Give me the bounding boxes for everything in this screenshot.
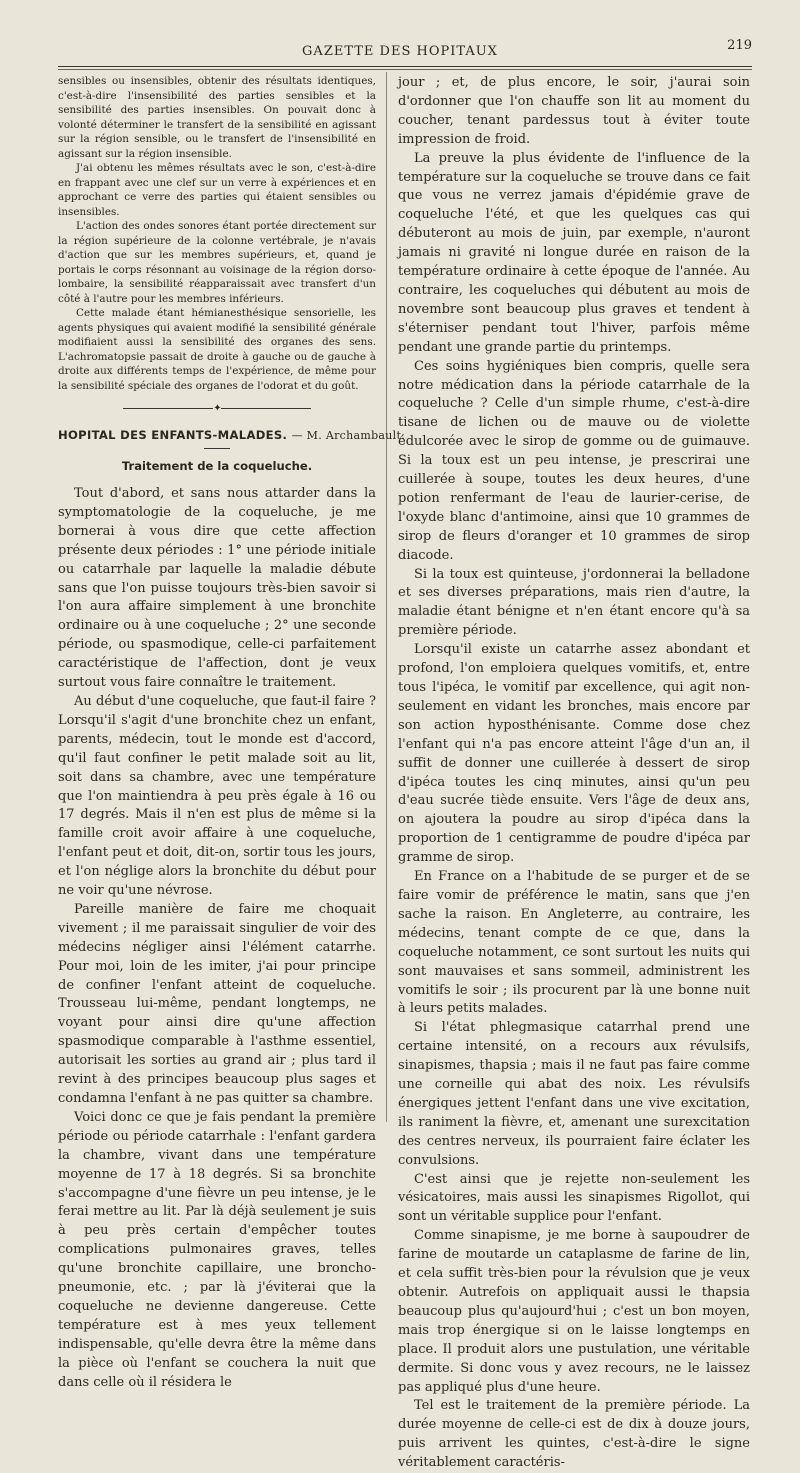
intro-paragraph: sensibles ou insensibles, obtenir des résultats identiques, c'est-à-dire l'insensibilité des parties sensibles et la sensibilité des parties insensibles. On pouvait donc à volonté déterminer le transfert de la sensibilité en agissant sur la région sensible, ou le transfert de l'insensibilité en agissant sur la région insensible. — [58, 75, 376, 160]
running-title: GAZETTE DES HOPITAUX — [302, 44, 498, 59]
running-head — [0, 38, 800, 60]
body-paragraph: Lorsqu'il existe un catarrhe assez abondant et profond, l'on emploiera quelques vomitifs, et, entre tous l'ipéca, le vomitif par excellence, qui agit non-seulement en vidant les bronches, mais encore par son action hyposthénisante. Comme dose chez l'enfant qui n'a pas encore atteint l'âge d'un an, il suffit de donner une cuillerée à dessert de sirop d'ipéca toutes les cinq minutes, ainsi qu'un peu d'eau sucrée tiède ensuite. Vers l'âge de deux ans, on ajoutera la poudre au sirop d'ipéca dans la proportion de 1 centigramme de poudre d'ipéca par gramme de sirop. — [398, 642, 750, 866]
body-paragraph: Au début d'une coqueluche, que faut-il faire ? Lorsqu'il s'agit d'une bronchite chez un enfant, parents, médecin, tout le monde est d'accord, qu'il faut confiner le petit malade soit au lit, soit dans sa chambre, avec une température que l'on maintiendra à peu près égale à 16 ou 17 degrés. Mais il n'en est plus de même si la famille croit avoir affaire à une coqueluche, l'enfant peut et doit, dit-on, sortir tous les jours, et l'on néglige alors la bronchite du début pour ne voir qu'une névrose. — [58, 693, 376, 899]
section-separator: ✦ — [58, 403, 376, 414]
header-rule — [58, 66, 752, 67]
body-paragraph: Comme sinapisme, je me borne à saupoudrer de farine de moutarde un cataplasme de farine de lin, et cela suffit très-bien pour la révulsion que je veux obtenir. Autrefois on appliquait aussi le thapsia beaucoup plus qu'aujourd'hui ; c'est un bon moyen, mais trop énergique si on le laisse longtemps en place. Il produit alors une pustulation, une véritable dermite. Si donc vous y avez recours, ne le laissez pas appliqué plus d'une heure. — [398, 1228, 750, 1395]
body-paragraph: Si la toux est quinteuse, j'ordonnerai la belladone et ses diverses préparations, mais rien d'autre, la maladie étant bénigne et n'en étant encore qu'à sa première période. — [398, 566, 750, 639]
section-heading — [58, 428, 405, 442]
body-paragraph: Voici donc ce que je fais pendant la première période ou période catarrhale : l'enfant gardera la chambre, vivant dans une température moyenne de 17 à 18 degrés. Si sa bronchite s'accompagne d'une fièvre un peu intense, je le ferai mettre au lit. Par là déjà seulement je suis à peu près certain d'empêcher toutes complications pulmonaires graves, telles qu'une bronchite capillaire, une broncho-pneumonie, etc. ; par là j'éviterai que la coqueluche ne devienne dangereuse. Cette température est à mes yeux tellement indispensable, qu'elle devra être la même dans la pièce où l'enfant se couchera la nuit que dans celle où il résidera le — [58, 1109, 376, 1390]
body-paragraph: Pareille manière de faire me choquait vivement ; il me paraissait singulier de voir des médecins négliger ainsi l'élément catarrhe. Pour moi, loin de les imiter, j'ai pour principe de confiner l'enfant atteint de coqueluche. Trousseau lui-même, pendant longtemps, ne voyant pour ainsi dire qu'une affection spasmodique comparable à l'asthme essentiel, autorisait les sorties au grand air ; plus tard il revint à des principes beaucoup plus sages et condamna l'enfant à ne pas quitter sa chambre. — [58, 901, 376, 1106]
right-column — [398, 74, 750, 1473]
intro-paragraph: Cette malade étant hémianesthésique sensorielle, les agents physiques qui avaient modifié la sensibilité générale modifiaient aussi la sensibilité des organes des sens. L'achromatopsie passait de droite à gauche ou de gauche à droite aux différents temps de l'expérience, de même pour la sensibilité spéciale des organes de l'odorat et du goût. — [58, 307, 376, 392]
body-paragraph: En France on a l'habitude de se purger et de se faire vomir de préférence le matin, sans que j'en sache la raison. En Angleterre, au contraire, les médecins, tenant compte de ce que, dans la coqueluche notamment, ce sont surtout les nuits qui sont mauvaises et sans sommeil, administrent les vomitifs le soir ; ils procurent par là une bonne nuit à leurs petits malades. — [398, 869, 750, 1017]
section-author: — M. Archambault. — [291, 429, 405, 442]
body-paragraph: C'est ainsi que je rejette non-seulement les vésicatoires, mais aussi les sinapismes Rigollot, qui sont un véritable supplice pour l'enfant. — [398, 1171, 750, 1225]
intro-paragraph: L'action des ondes sonores étant portée directement sur la région supérieure de la colonne vertébrale, je n'avais d'action que sur les membres supérieurs, et, quand je portais le corps résonnant au voisinage de la région dorso-lombaire, la sensibilité réapparaissait avec transfert d'un côté à l'autre pour les membres inférieurs. — [58, 220, 376, 305]
left-column — [58, 74, 405, 1393]
short-rule — [204, 448, 230, 449]
body-paragraph: Si l'état phlegmasique catarrhal prend une certaine intensité, on a recours aux révulsifs, sinapismes, thapsia ; mais il ne faut pas faire comme une corneille qui abat des noix. Les révulsifs énergiques jettent l'enfant dans une vive excitation, ils raniment la fièvre, et, amenant une surexcitation des centres nerveux, ils pourraient faire éclater les convulsions. — [398, 1020, 750, 1168]
column-divider — [386, 72, 387, 1122]
body-paragraph: Ces soins hygiéniques bien compris, quelle sera notre médication dans la période catarrhale de la coqueluche ? Celle d'un simple rhume, c'est-à-dire tisane de lichen ou de mauve ou de violette édulcorée avec le sirop de gomme ou de guimauve. Si la toux est un peu intense, je prescrirai une cuillerée à soupe, toutes les deux heures, d'une potion renfermant de l'eau de laurier-cerise, de l'oxyde blanc d'antimoine, ainsi que 10 grammes de sirop de fleurs d'oranger et 10 grammes de sirop diacode. — [398, 358, 750, 563]
intro-paragraph: J'ai obtenu les mêmes résultats avec le son, c'est-à-dire en frappant avec une clef sur un verre à expériences et en approchant ce verre des parties qui étaient sensibles ou insensibles. — [58, 162, 376, 218]
body-paragraph: La preuve la plus évidente de l'influence de la température sur la coqueluche se trouve dans ce fait que vous ne verrez jamais d'épidémie grave de coqueluche l'été, et que les quelques cas qui débuteront au mois de juin, par exemple, n'auront jamais ni gravité ni longue durée en raison de la température ordinaire à cette époque de l'année. Au contraire, les coqueluches qui débutent au mois de novembre sont beaucoup plus graves et tendent à s'éterniser pendant tout l'hiver, parfois même pendant une grande partie du printemps. — [398, 150, 750, 355]
body-paragraph: jour ; et, de plus encore, le soir, j'aurai soin d'ordonner que l'on chauffe son lit au moment du coucher, tenant pardessus tout à éviter toute impression de froid. — [398, 75, 750, 147]
body-paragraph: Tel est le traitement de la première période. La durée moyenne de celle-ci est de dix à douze jours, puis arrivent les quintes, c'est-à-dire le signe véritablement caractéris- — [398, 1398, 750, 1471]
page-number: 219 — [727, 38, 752, 53]
header-rule-thin — [58, 69, 752, 70]
section-heading-hospital: HOPITAL DES ENFANTS-MALADES. — [58, 428, 288, 442]
article-title: Traitement de la coqueluche. — [121, 459, 313, 473]
body-paragraph: Tout d'abord, et sans nous attarder dans la symptomatologie de la coqueluche, je me bornerai à vous dire que cette affection présente deux périodes : 1° une période initiale ou catarrhale par laquelle la maladie débute sans que l'on puisse toujours très-bien savoir si l'on aura affaire simplement à une bronchite ordinaire ou à une coqueluche ; 2° une seconde période, ou spasmodique, celle-ci parfaitement caractéristique de l'affection, dont je veux surtout vous faire connaître le traitement. — [58, 486, 376, 691]
